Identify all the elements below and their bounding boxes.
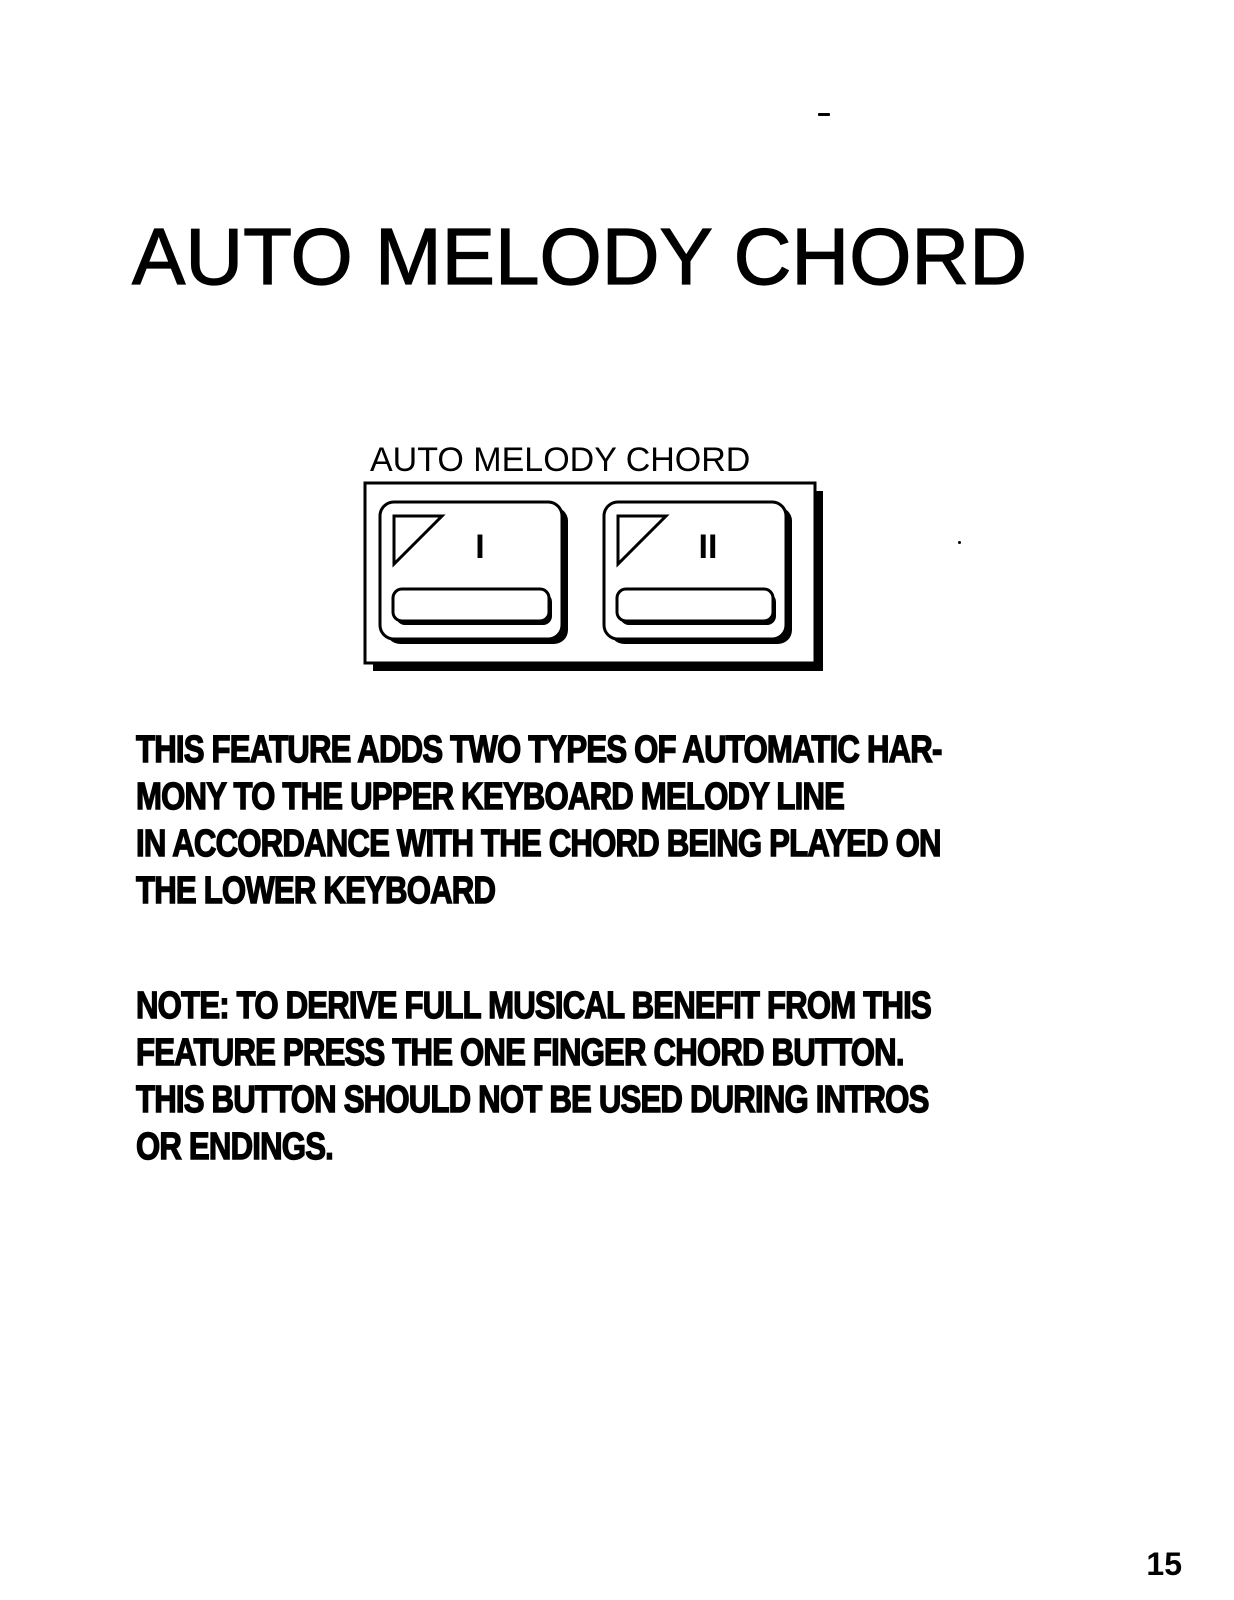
scan-speck bbox=[818, 113, 830, 116]
paragraph-line: OR ENDINGS. bbox=[136, 1126, 334, 1168]
button-press-bar[interactable] bbox=[617, 589, 773, 621]
melody-chord-button-2[interactable] bbox=[604, 502, 792, 644]
note-paragraph bbox=[136, 983, 931, 1171]
paragraph-line: FEATURE PRESS THE ONE FINGER CHORD BUTTON. bbox=[136, 1032, 904, 1074]
paragraph-line: NOTE: TO DERIVE FULL MUSICAL BENEFIT FROM THIS bbox=[136, 985, 931, 1027]
description-paragraph bbox=[136, 727, 942, 915]
panel-label: AUTO MELODY CHORD bbox=[370, 441, 751, 479]
button-label: II bbox=[698, 528, 718, 566]
scan-speck bbox=[958, 541, 961, 544]
melody-chord-button-1[interactable] bbox=[380, 502, 568, 644]
paragraph-line: IN ACCORDANCE WITH THE CHORD BEING PLAYED ON bbox=[136, 823, 941, 865]
button-press-bar[interactable] bbox=[393, 589, 549, 621]
button-label: I bbox=[475, 528, 485, 566]
paragraph-line: MONY TO THE UPPER KEYBOARD MELODY LINE bbox=[136, 776, 845, 818]
page-number: 15 bbox=[1146, 1546, 1182, 1582]
paragraph-line: THE LOWER KEYBOARD bbox=[136, 870, 496, 912]
page-title: AUTO MELODY CHORD bbox=[132, 212, 1027, 301]
paragraph-line: THIS FEATURE ADDS TWO TYPES OF AUTOMATIC HAR- bbox=[136, 729, 942, 771]
paragraph-line: THIS BUTTON SHOULD NOT BE USED DURING INTROS bbox=[136, 1079, 929, 1121]
auto-melody-chord-panel bbox=[360, 478, 830, 678]
